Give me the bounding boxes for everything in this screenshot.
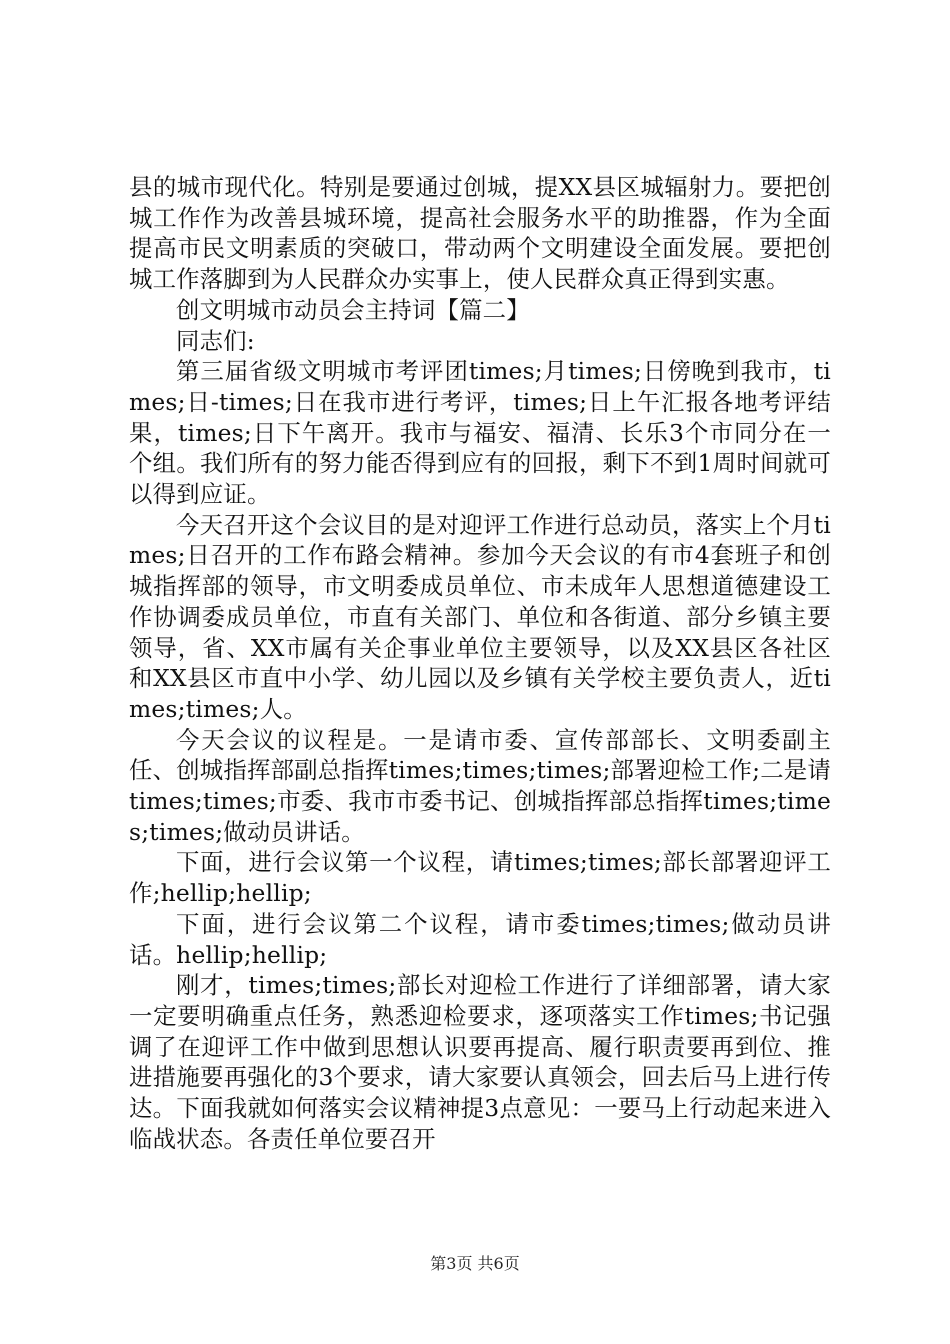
paragraph: 下面，进行会议第一个议程，请times;times;部长部署迎评工作;hellip;hellip;: [129, 848, 831, 908]
paragraph: 今天召开这个会议目的是对迎评工作进行总动员，落实上个月times;日召开的工作布路会精神。参加今天会议的有市4套班子和创城指挥部的领导，市文明委成员单位、市未成年人思想道德建设工作协调委成员单位，市直有关部门、单位和各街道、部分乡镇主要领导，省、XX市属有关企事业单位主要领导，以及XX县区各社区和XX县区市直中小学、幼儿园以及乡镇有关学校主要负责人，近times;times;人。: [129, 510, 831, 723]
document-body: [129, 172, 831, 1155]
paragraph: 刚才，times;times;部长对迎检工作进行了详细部署，请大家一定要明确重点任务，熟悉迎检要求，逐项落实工作times;书记强调了在迎评工作中做到思想认识要再提高、履行职责要再到位、推进措施要再强化的3个要求，请大家要认真领会，回去后马上进行传达。下面我就如何落实会议精神提3点意见：一要马上行动起来进入临战状态。各责任单位要召开: [129, 971, 831, 1153]
paragraph: 今天会议的议程是。一是请市委、宣传部部长、文明委副主任、创城指挥部副总指挥times;times;times;部署迎检工作;二是请times;times;市委、我市市委书记、创城指挥部总指挥times;times;times;做动员讲话。: [129, 725, 831, 846]
paragraph: 创文明城市动员会主持词【篇二】: [176, 295, 530, 324]
page-number-footer: 第3页 共6页: [430, 1254, 520, 1273]
paragraph: 第三届省级文明城市考评团times;月times;日傍晚到我市，times;日-times;日在我市进行考评，times;日上午汇报各地考评结果，times;日下午离开。我市与福安、福清、长乐3个市同分在一个组。我们所有的努力能否得到应有的回报，剩下不到1周时间就可以得到应证。: [129, 357, 831, 509]
paragraph: 下面，进行会议第二个议程，请市委times;times;做动员讲话。hellip;hellip;: [129, 909, 831, 969]
paragraph: 同志们:: [176, 326, 255, 355]
paragraph: 县的城市现代化。特别是要通过创城，提XX县区城辐射力。要把创城工作作为改善县城环境，提高社会服务水平的助推器，作为全面提高市民文明素质的突破口，带动两个文明建设全面发展。要把创城工作落脚到为人民群众办实事上，使人民群众真正得到实惠。: [129, 173, 831, 294]
